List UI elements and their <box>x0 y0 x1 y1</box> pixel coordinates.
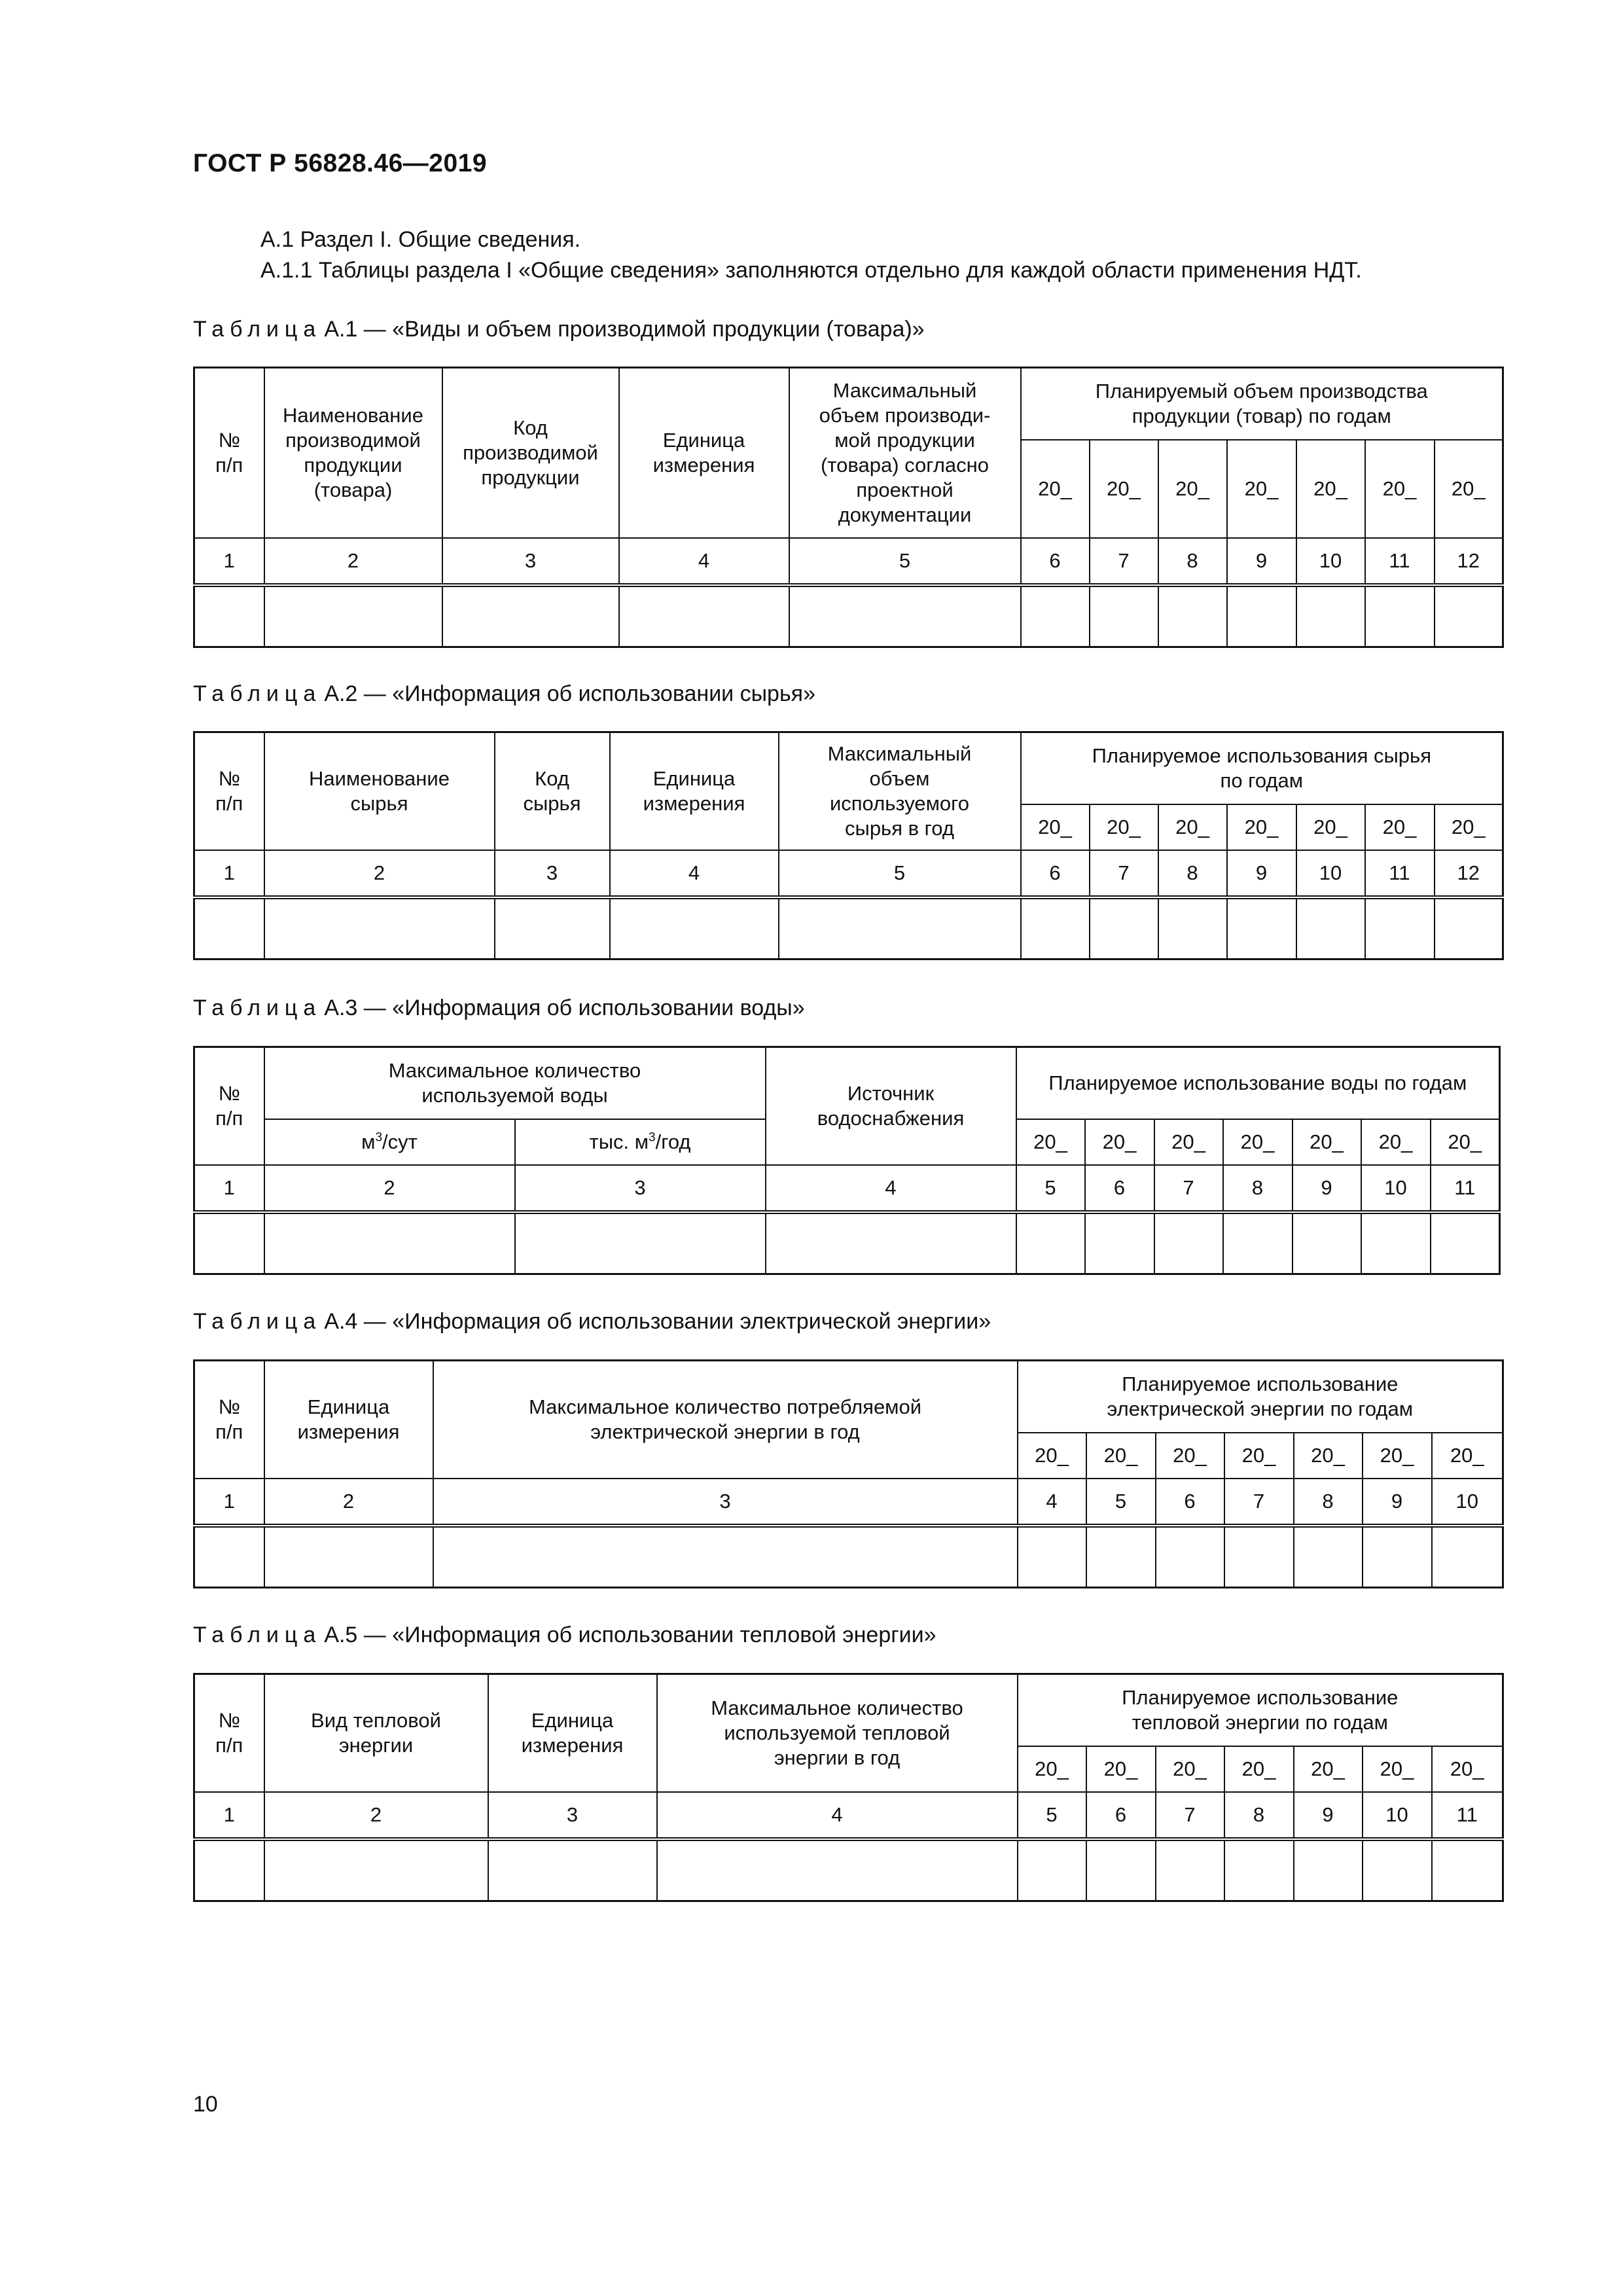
unit-superscript: 3 <box>649 1130 656 1145</box>
year-cell: 20_ <box>1432 1746 1503 1792</box>
column-number-cell: 9 <box>1227 850 1296 897</box>
header-cell: Наименование производимой продукции (товара) <box>264 368 442 538</box>
header-cell: № п/п <box>194 1047 264 1165</box>
column-number-cell: 5 <box>779 850 1021 897</box>
blank-input-cell[interactable] <box>1154 1212 1223 1274</box>
year-cell: 20_ <box>1227 440 1296 538</box>
column-number-cell: 2 <box>264 538 442 585</box>
year-cell: 20_ <box>1363 1433 1432 1479</box>
year-cell: 20_ <box>1294 1746 1363 1792</box>
header-cell: Код сырья <box>495 732 610 850</box>
blank-input-cell[interactable] <box>789 585 1021 647</box>
blank-input-cell[interactable] <box>488 1839 657 1901</box>
table-a2-caption <box>193 681 815 707</box>
column-number-cell: 7 <box>1156 1792 1224 1839</box>
blank-input-cell[interactable] <box>1021 585 1090 647</box>
column-number-cell: 5 <box>1018 1792 1086 1839</box>
blank-input-cell[interactable] <box>1224 1526 1294 1588</box>
column-number-cell: 7 <box>1090 538 1158 585</box>
year-cell: 20_ <box>1086 1433 1156 1479</box>
intro-note-line: А.1.1 Таблицы раздела I «Общие сведения» заполняются отдельно для каждой области применения НДТ. <box>260 258 1362 283</box>
year-cell: 20_ <box>1296 804 1365 850</box>
blank-input-cell[interactable] <box>1363 1839 1432 1901</box>
intro-section-line: А.1 Раздел I. Общие сведения. <box>260 227 581 252</box>
header-cell: № п/п <box>194 732 264 850</box>
blank-input-cell[interactable] <box>1294 1839 1363 1901</box>
year-cell: 20_ <box>1086 1746 1156 1792</box>
table-a5-caption <box>193 1623 936 1648</box>
blank-input-cell[interactable] <box>1086 1526 1156 1588</box>
year-cell: 20_ <box>1158 440 1227 538</box>
table-title: А.2 — «Информация об использовании сырья» <box>324 681 816 706</box>
column-number-cell: 11 <box>1432 1792 1503 1839</box>
blank-input-cell[interactable] <box>779 897 1021 960</box>
column-number-cell: 4 <box>657 1792 1018 1839</box>
blank-input-cell[interactable] <box>1156 1526 1224 1588</box>
subheader-cell <box>515 1119 766 1165</box>
blank-input-cell[interactable] <box>1018 1526 1086 1588</box>
table-a4 <box>193 1359 1504 1588</box>
year-cell: 20_ <box>1293 1119 1361 1165</box>
blank-input-cell[interactable] <box>194 585 264 647</box>
column-number-cell: 10 <box>1361 1165 1431 1212</box>
blank-input-cell[interactable] <box>1365 897 1435 960</box>
blank-input-cell[interactable] <box>1435 897 1503 960</box>
header-cell: № п/п <box>194 1361 264 1479</box>
table-title: А.4 — «Информация об использовании электрической энергии» <box>324 1309 991 1334</box>
header-cell: Единица измерения <box>610 732 779 850</box>
column-number-cell: 12 <box>1435 850 1503 897</box>
group-header-cell: Планируемое использования сырья по годам <box>1021 732 1503 804</box>
header-cell: Код производимой продукции <box>442 368 619 538</box>
blank-input-cell[interactable] <box>1361 1212 1431 1274</box>
column-number-cell: 6 <box>1085 1165 1154 1212</box>
blank-input-cell[interactable] <box>1432 1839 1503 1901</box>
blank-input-cell[interactable] <box>1296 585 1365 647</box>
blank-input-cell[interactable] <box>766 1212 1016 1274</box>
group-header-cell: Планируемое использование электрической энергии по годам <box>1018 1361 1503 1433</box>
column-number-cell: 3 <box>433 1479 1018 1526</box>
column-number-cell: 7 <box>1090 850 1158 897</box>
year-cell: 20_ <box>1227 804 1296 850</box>
year-cell: 20_ <box>1223 1119 1293 1165</box>
table-a1 <box>193 367 1504 648</box>
header-cell: Единица измерения <box>488 1674 657 1792</box>
table-a1-caption <box>193 317 925 342</box>
year-cell: 20_ <box>1294 1433 1363 1479</box>
blank-input-cell[interactable] <box>1223 1212 1293 1274</box>
blank-input-cell[interactable] <box>264 585 442 647</box>
column-number-cell: 3 <box>442 538 619 585</box>
group-header-cell: Планируемое использование воды по годам <box>1016 1047 1500 1119</box>
column-number-cell: 11 <box>1365 850 1435 897</box>
column-number-cell: 2 <box>264 850 495 897</box>
header-cell: Максимальное количество потребляемой электрической энергии в год <box>433 1361 1018 1479</box>
column-number-cell: 1 <box>194 1479 264 1526</box>
column-number-cell: 11 <box>1431 1165 1500 1212</box>
blank-input-cell[interactable] <box>264 897 495 960</box>
blank-input-cell[interactable] <box>1086 1839 1156 1901</box>
column-number-cell: 1 <box>194 538 264 585</box>
year-cell: 20_ <box>1021 804 1090 850</box>
blank-input-cell[interactable] <box>495 897 610 960</box>
year-cell: 20_ <box>1296 440 1365 538</box>
table-label: Таблица <box>193 1309 322 1334</box>
header-cell: Максимальное количество используемой тепловой энергии в год <box>657 1674 1018 1792</box>
year-cell: 20_ <box>1018 1433 1086 1479</box>
table-a4-caption <box>193 1309 991 1335</box>
blank-input-cell[interactable] <box>264 1839 488 1901</box>
table-a3 <box>193 1046 1501 1275</box>
column-number-cell: 9 <box>1227 538 1296 585</box>
blank-input-cell[interactable] <box>515 1212 766 1274</box>
year-cell: 20_ <box>1090 804 1158 850</box>
column-number-cell: 6 <box>1021 850 1090 897</box>
header-cell: Максимальный объем используемого сырья в год <box>779 732 1021 850</box>
header-cell: Максимальное количество используемой воды <box>264 1047 766 1119</box>
table-a5 <box>193 1673 1504 1902</box>
column-number-cell: 4 <box>619 538 789 585</box>
year-cell: 20_ <box>1365 804 1435 850</box>
blank-input-cell[interactable] <box>1085 1212 1154 1274</box>
year-cell: 20_ <box>1158 804 1227 850</box>
table-a3-caption <box>193 996 805 1021</box>
table-label: Таблица <box>193 996 322 1020</box>
blank-input-cell[interactable] <box>610 897 779 960</box>
column-number-cell: 8 <box>1223 1165 1293 1212</box>
blank-input-cell[interactable] <box>1432 1526 1503 1588</box>
column-number-cell: 6 <box>1156 1479 1224 1526</box>
header-cell: Максимальный объем производи- мой продукции (товара) согласно проектной документации <box>789 368 1021 538</box>
blank-input-cell[interactable] <box>194 1526 264 1588</box>
blank-input-cell[interactable] <box>1293 1212 1361 1274</box>
header-cell: Вид тепловой энергии <box>264 1674 488 1792</box>
column-number-cell: 4 <box>766 1165 1016 1212</box>
column-number-cell: 4 <box>610 850 779 897</box>
blank-input-cell[interactable] <box>1294 1526 1363 1588</box>
column-number-cell: 2 <box>264 1165 515 1212</box>
year-cell: 20_ <box>1431 1119 1500 1165</box>
column-number-cell: 8 <box>1158 538 1227 585</box>
column-number-cell: 5 <box>789 538 1021 585</box>
year-cell: 20_ <box>1361 1119 1431 1165</box>
header-cell: Единица измерения <box>619 368 789 538</box>
blank-input-cell[interactable] <box>1156 1839 1224 1901</box>
column-number-cell: 9 <box>1293 1165 1361 1212</box>
year-cell: 20_ <box>1021 440 1090 538</box>
unit-text: /год <box>655 1130 691 1153</box>
column-number-cell: 6 <box>1021 538 1090 585</box>
year-cell: 20_ <box>1224 1746 1294 1792</box>
column-number-cell: 11 <box>1365 538 1435 585</box>
blank-input-cell[interactable] <box>442 585 619 647</box>
blank-input-cell[interactable] <box>1090 897 1158 960</box>
year-cell: 20_ <box>1090 440 1158 538</box>
column-number-cell: 6 <box>1086 1792 1156 1839</box>
blank-input-cell[interactable] <box>1435 585 1503 647</box>
group-header-cell: Планируемый объем производства продукции (товар) по годам <box>1021 368 1503 440</box>
blank-input-cell[interactable] <box>1018 1839 1086 1901</box>
table-title: А.3 — «Информация об использовании воды» <box>324 996 805 1020</box>
unit-text: м <box>361 1130 376 1153</box>
year-cell: 20_ <box>1224 1433 1294 1479</box>
table-a2 <box>193 731 1504 960</box>
column-number-cell: 2 <box>264 1479 433 1526</box>
column-number-cell: 8 <box>1224 1792 1294 1839</box>
blank-input-cell[interactable] <box>1431 1212 1500 1274</box>
year-cell: 20_ <box>1156 1746 1224 1792</box>
year-cell: 20_ <box>1435 440 1503 538</box>
blank-input-cell[interactable] <box>1227 585 1296 647</box>
column-number-cell: 3 <box>515 1165 766 1212</box>
column-number-cell: 5 <box>1086 1479 1156 1526</box>
year-cell: 20_ <box>1156 1433 1224 1479</box>
blank-input-cell[interactable] <box>1224 1839 1294 1901</box>
blank-input-cell[interactable] <box>657 1839 1018 1901</box>
year-cell: 20_ <box>1435 804 1503 850</box>
column-number-cell: 1 <box>194 1792 264 1839</box>
column-number-cell: 8 <box>1294 1479 1363 1526</box>
unit-superscript: 3 <box>375 1130 383 1145</box>
table-label: Таблица <box>193 317 322 342</box>
header-cell: № п/п <box>194 368 264 538</box>
header-cell: Наименование сырья <box>264 732 495 850</box>
column-number-cell: 9 <box>1363 1479 1432 1526</box>
table-label: Таблица <box>193 681 322 706</box>
year-cell: 20_ <box>1085 1119 1154 1165</box>
column-number-cell: 10 <box>1296 538 1365 585</box>
header-cell: Единица измерения <box>264 1361 433 1479</box>
blank-input-cell[interactable] <box>194 1839 264 1901</box>
year-cell: 20_ <box>1363 1746 1432 1792</box>
blank-input-cell[interactable] <box>1090 585 1158 647</box>
blank-input-cell[interactable] <box>264 1526 433 1588</box>
blank-input-cell[interactable] <box>1365 585 1435 647</box>
table-title: А.5 — «Информация об использовании тепловой энергии» <box>324 1623 936 1647</box>
blank-input-cell[interactable] <box>264 1212 515 1274</box>
unit-text: тыс. м <box>589 1130 649 1153</box>
column-number-cell: 1 <box>194 1165 264 1212</box>
table-label: Таблица <box>193 1623 322 1647</box>
blank-input-cell[interactable] <box>1296 897 1365 960</box>
year-cell: 20_ <box>1365 440 1435 538</box>
column-number-cell: 7 <box>1224 1479 1294 1526</box>
column-number-cell: 1 <box>194 850 264 897</box>
header-cell: № п/п <box>194 1674 264 1792</box>
header-cell: Источник водоснабжения <box>766 1047 1016 1165</box>
table-title: А.1 — «Виды и объем производимой продукции (товара)» <box>324 317 925 342</box>
column-number-cell: 3 <box>495 850 610 897</box>
blank-input-cell[interactable] <box>1363 1526 1432 1588</box>
column-number-cell: 4 <box>1018 1479 1086 1526</box>
column-number-cell: 10 <box>1296 850 1365 897</box>
blank-input-cell[interactable] <box>1158 897 1227 960</box>
subheader-cell <box>264 1119 515 1165</box>
blank-input-cell[interactable] <box>194 897 264 960</box>
year-cell: 20_ <box>1432 1433 1503 1479</box>
page-number: 10 <box>193 2092 218 2117</box>
column-number-cell: 9 <box>1294 1792 1363 1839</box>
year-cell: 20_ <box>1016 1119 1085 1165</box>
blank-input-cell[interactable] <box>433 1526 1018 1588</box>
document-header: ГОСТ Р 56828.46—2019 <box>193 149 488 177</box>
blank-input-cell[interactable] <box>1021 897 1090 960</box>
blank-input-cell[interactable] <box>1016 1212 1085 1274</box>
year-cell: 20_ <box>1154 1119 1223 1165</box>
column-number-cell: 3 <box>488 1792 657 1839</box>
blank-input-cell[interactable] <box>194 1212 264 1274</box>
column-number-cell: 10 <box>1363 1792 1432 1839</box>
group-header-cell: Планируемое использование тепловой энергии по годам <box>1018 1674 1503 1746</box>
column-number-cell: 12 <box>1435 538 1503 585</box>
column-number-cell: 7 <box>1154 1165 1223 1212</box>
year-cell: 20_ <box>1018 1746 1086 1792</box>
column-number-cell: 2 <box>264 1792 488 1839</box>
blank-input-cell[interactable] <box>1158 585 1227 647</box>
column-number-cell: 10 <box>1432 1479 1503 1526</box>
column-number-cell: 8 <box>1158 850 1227 897</box>
blank-input-cell[interactable] <box>619 585 789 647</box>
unit-text: /сут <box>382 1130 418 1153</box>
column-number-cell: 5 <box>1016 1165 1085 1212</box>
blank-input-cell[interactable] <box>1227 897 1296 960</box>
